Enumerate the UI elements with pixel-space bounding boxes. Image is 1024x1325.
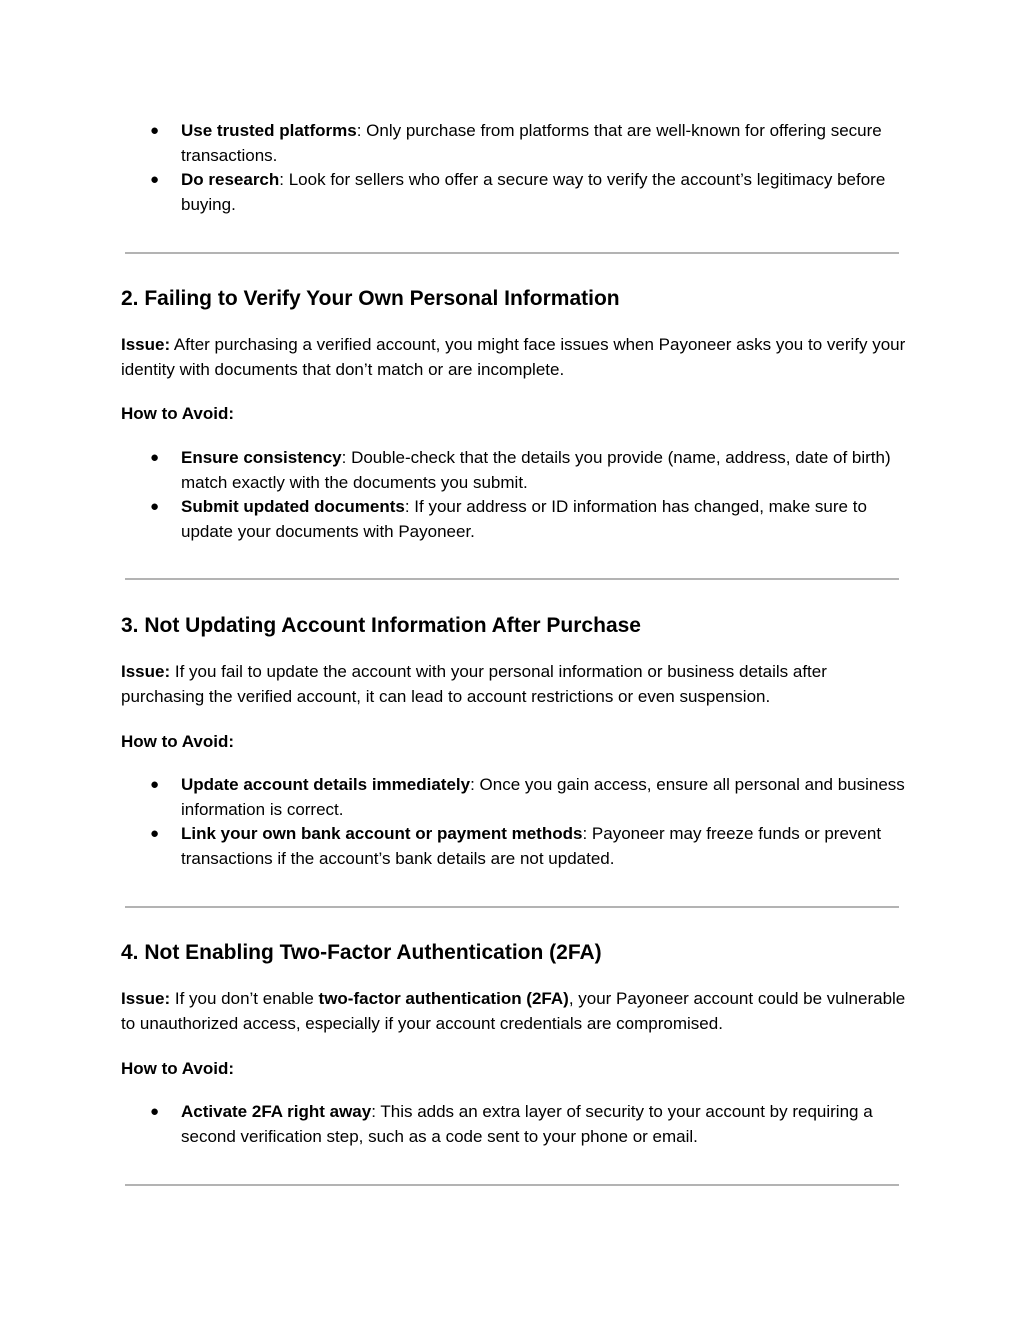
bullet-text: : Double-check that the details you provide (name, address, date of birth) match exactly with the documents you submit. — [181, 448, 891, 492]
bullet-text: : This adds an extra layer of security to your account by requiring a second verification step, such as a code sent to your phone or email. — [181, 1102, 873, 1146]
bullet-text: : Payoneer may freeze funds or prevent transactions if the account’s bank details are not updated. — [181, 824, 882, 868]
how-to-avoid-label: How to Avoid: — [121, 404, 234, 423]
issue-label: Issue: — [121, 662, 171, 681]
bullet-icon: ● — [150, 498, 160, 515]
list-item — [0, 119, 906, 168]
issue-text: After purchasing a verified account, you might face issues when Payoneer asks you to verify your identity with documents that don’t match or are incomplete. — [121, 335, 906, 379]
issue-paragraph — [121, 333, 911, 382]
list-item — [0, 773, 906, 822]
how-to-avoid-label: How to Avoid: — [121, 732, 234, 751]
bullet-bold-term: Activate 2FA right away — [181, 1102, 372, 1121]
bullet-bold-term: Use trusted platforms — [181, 121, 357, 140]
list-item — [0, 822, 906, 871]
issue-label: Issue: — [121, 335, 171, 354]
bullet-bold-term: Ensure consistency — [181, 448, 342, 467]
list-item — [0, 1100, 906, 1149]
intro-bullet-list — [0, 119, 906, 217]
bullet-bold-term: Do research — [181, 170, 280, 189]
bullet-bold-term: Update account details immediately — [181, 775, 471, 794]
section-bullet-list — [0, 773, 906, 871]
list-item — [0, 495, 906, 544]
bullet-icon: ● — [150, 449, 160, 466]
section-heading: 4. Not Enabling Two-Factor Authentication (2FA) — [121, 941, 602, 964]
horizontal-divider — [125, 252, 899, 254]
section-bullet-list — [0, 1100, 906, 1149]
bullet-text: : Only purchase from platforms that are well-known for offering secure transactions. — [181, 121, 882, 165]
issue-paragraph — [121, 987, 911, 1036]
bullet-bold-term: Submit updated documents — [181, 497, 405, 516]
issue-text: If you fail to update the account with your personal information or business details after purchasing the verified account, it can lead to account restrictions or even suspension. — [121, 662, 827, 706]
bullet-bold-term: Link your own bank account or payment methods — [181, 824, 583, 843]
bullet-icon: ● — [150, 171, 160, 188]
bullet-icon: ● — [150, 1103, 160, 1120]
bullet-icon: ● — [150, 825, 160, 842]
section-heading: 2. Failing to Verify Your Own Personal Information — [121, 287, 620, 310]
issue-bold-term: two-factor authentication (2FA) — [318, 989, 569, 1008]
bullet-text: : Look for sellers who offer a secure way to verify the account’s legitimacy before buying. — [181, 170, 886, 214]
bullet-text: : If your address or ID information has changed, make sure to update your documents with Payoneer. — [181, 497, 867, 541]
list-item — [0, 446, 906, 495]
issue-paragraph — [121, 660, 911, 709]
section-heading: 3. Not Updating Account Information After Purchase — [121, 614, 641, 637]
issue-text: , your Payoneer account could be vulnerable to unauthorized access, especially if your account credentials are compromised. — [121, 989, 906, 1033]
bullet-icon: ● — [150, 776, 160, 793]
issue-text: If you don’t enable — [170, 989, 319, 1008]
how-to-avoid-label: How to Avoid: — [121, 1059, 234, 1078]
bullet-text: : Once you gain access, ensure all personal and business information is correct. — [181, 775, 905, 819]
horizontal-divider — [125, 906, 899, 908]
issue-label: Issue: — [121, 989, 171, 1008]
bullet-icon: ● — [150, 122, 160, 139]
list-item — [0, 168, 906, 217]
horizontal-divider — [125, 578, 899, 580]
horizontal-divider — [125, 1184, 899, 1186]
section-bullet-list — [0, 446, 906, 544]
